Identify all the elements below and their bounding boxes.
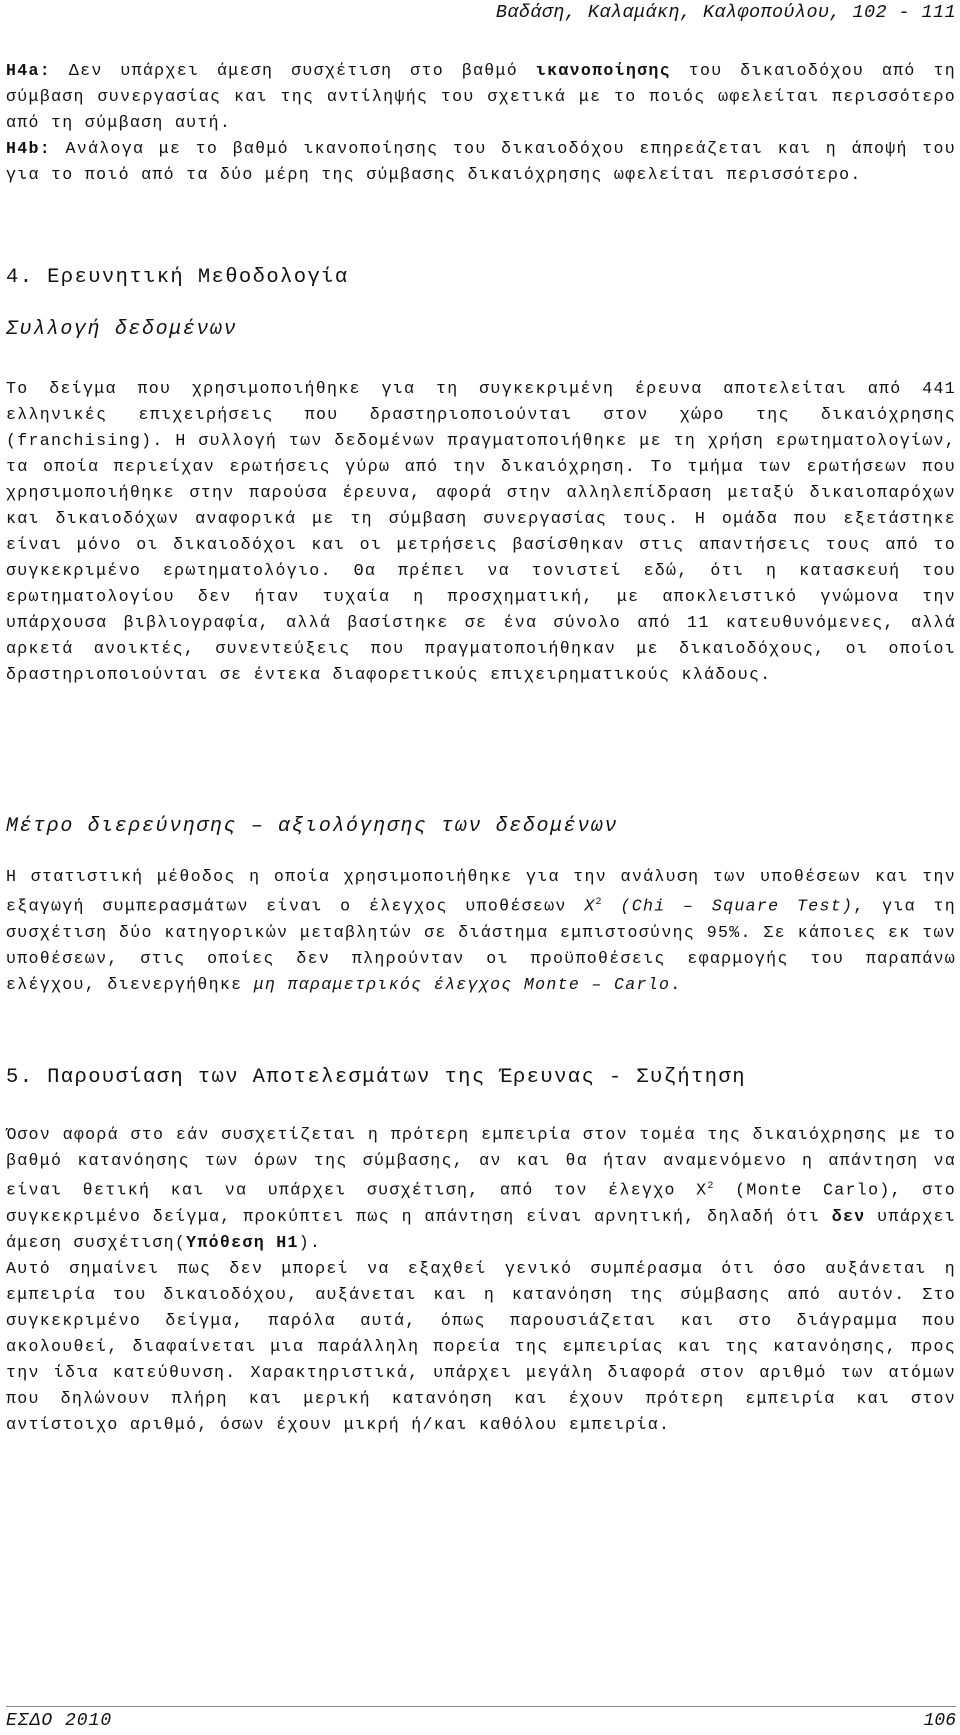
h4b-label: H4b: bbox=[6, 139, 52, 158]
section-4-heading: 4. Ερευνητική Μεθοδολογία bbox=[6, 266, 349, 289]
h4a-label: H4a: bbox=[6, 61, 52, 80]
hypothesis-h4a: H4a: Δεν υπάρχει άμεση συσχέτιση στο βαθμό ικανοποίησης του δικαιοδόχου από τη σύμβαση συνεργασίας και της αντίληψής του σχετικά με το ποιός ωφελείται περισσότερο από τη σύμβαση αυτή. H4b: Ανάλογα με το βαθμό ικανοποίησης του δικαιοδόχου επηρεάζεται και η άποψή του για το ποιό από τα δύο μέρη της σύμβασης δικαιόχρησης ωφελείται περισσότερο. bbox=[6, 61, 956, 184]
data-collection-paragraph: Το δείγμα που χρησιμοποιήθηκε για τη συγκεκριμένη έρευνα αποτελείται από 441 ελληνικές επιχειρήσεις που δραστηριοποιούνται στον χώρο της δικαιόχρησης (franchising). Η συλλογή των δεδομένων πραγματοποιήθηκε με τη χρήση ερωτηματολογίων, τα οποία περιείχαν ερωτήσεις γύρω από την δικαιόχρηση. Το τμήμα των ερωτήσεων που χρησιμοποιήθηκε στην παρούσα έρευνα, αφορά στην αλληλεπίδραση μεταξύ δικαιοπαρόχων και δικαιοδόχων αναφορικά με τη σύμβαση συνεργασίας τους. Η ομάδα που εξετάστηκε είναι μόνο οι δικαιοδόχοι και οι μετρήσεις βασίσθηκαν στις απαντήσεις τους από το συγκεκριμένο ερωτηματολόγιο. Θα πρέπει να τονιστεί εδώ, ότι η κατασκευή του ερωτηματολογίου δεν ήταν τυχαία η προσχηματική, με αποκλειστικό γνώμονα την υπάρχουσα βιβλιογραφία, αλλά βασίστηκε σε ένα σύνολο από 11 κατευθυνόμενες, αλλά αρκετά ανοικτές, συνεντεύξεις που πραγματοποιήθηκαν με δικαιοδόχους, οι οποίοι δραστηριοποιούνται σε έντεκα διαφορετικούς επιχειρηματικούς κλάδους. bbox=[6, 379, 956, 684]
footer-page-number: 106 bbox=[923, 1711, 956, 1731]
footer-divider bbox=[6, 1706, 956, 1707]
results-paragraph-1: Όσον αφορά στο εάν συσχετίζεται η πρότερη εμπειρία στον τομέα της δικαιόχρησης με το βαθμό κατανόησης των όρων της σύμβασης, αν και θα ήταν αναμενόμενο η απάντηση να είναι θετική και να υπάρχει συσχέτιση, από τον έλεγχο $X^2$ (Monte Carlo), στο συγκεκριμένο δείγμα, προκύπτει πως η απάντηση είναι αρνητική, δηλαδή ότι δεν υπάρχει άμεση συσχέτιση(Υπόθεση H1). Αυτό σημαίνει πως δεν μπορεί να εξαχθεί γενικό συμπέρασμα ότι όσο αυξάνεται η εμπειρία του δικαιοδόχου, αυξάνεται και η κατανόηση της σύμβασης από αυτόν. Στο συγκεκριμένο δείγμα, παρόλα αυτά, όπως παρουσιάζεται και στο διάγραμμα που ακολουθεί, διαφαίνεται μια παράλληλη πορεία της εμπειρίας και της κατανόησης, προς την ίδια κατεύθυνση. Χαρακτηριστικά, υπάρχει μεγάλη διαφορά στον αριθμό των ατόμων που δηλώνουν πλήρη και μερική κατανόηση και έχουν πρότερη εμπειρία και στον αντίστοιχο αριθμό, όσων έχουν μικρή ή/και καθόλου εμπειρία. bbox=[6, 1125, 957, 1434]
results-paragraph-2: Αυτό σημαίνει πως δεν μπορεί να εξαχθεί γενικό συμπέρασμα ότι όσο αυξάνεται η εμπειρία του δικαιοδόχου, αυξάνεται και η κατανόηση της σύμβασης από αυτόν. Στο συγκεκριμένο δείγμα, παρόλα αυτά, όπως παρουσιάζεται και στο διάγραμμα που ακολουθεί, διαφαίνεται μια παράλληλη πορεία της εμπειρίας και της κατανόησης, προς την ίδια κατεύθυνση. Χαρακτηριστικά, υπάρχει μεγάλη διαφορά στον αριθμό των ατόμων που δηλώνουν πλήρη και μερική κατανόηση και έχουν πρότερη εμπειρία και στον αντίστοιχο αριθμό, όσων έχουν μικρή ή/και καθόλου εμπειρία. bbox=[6, 1258, 956, 1434]
measurement-paragraph: Η στατιστική μέθοδος η οποία χρησιμοποιήθηκε για την ανάλυση των υποθέσεων και την εξαγωγή συμπερασμάτων είναι ο έλεγχος υποθέσεων $X^2$ (Chi – Square Test), για τη συσχέτιση δύο κατηγορικών μεταβλητών σε διάστημα εμπιστοσύνης 95%. Σε κάποιες εκ των υποθέσεων, στις οποίες δεν πληρούνταν οι προϋποθέσεις εφαρμογής του παραπάνω ελέγχου, διενεργήθηκε μη παραμετρικός έλεγχος Monte – Carlo. bbox=[6, 867, 956, 994]
footer-journal: ΕΣΔΟ 2010 bbox=[6, 1711, 113, 1731]
running-header: Βαδάση, Καλαμάκη, Καλφοπούλου, 102 - 111 bbox=[495, 2, 956, 23]
subsection-measurement-title: Μέτρο διερεύνησης – αξιολόγησης των δεδομένων bbox=[6, 815, 619, 838]
section-5-heading: 5. Παρουσίαση των Αποτελεσμάτων της Έρευνας - Συζήτηση bbox=[6, 1066, 746, 1089]
subsection-data-collection-title: Συλλογή δεδομένων bbox=[6, 318, 238, 341]
